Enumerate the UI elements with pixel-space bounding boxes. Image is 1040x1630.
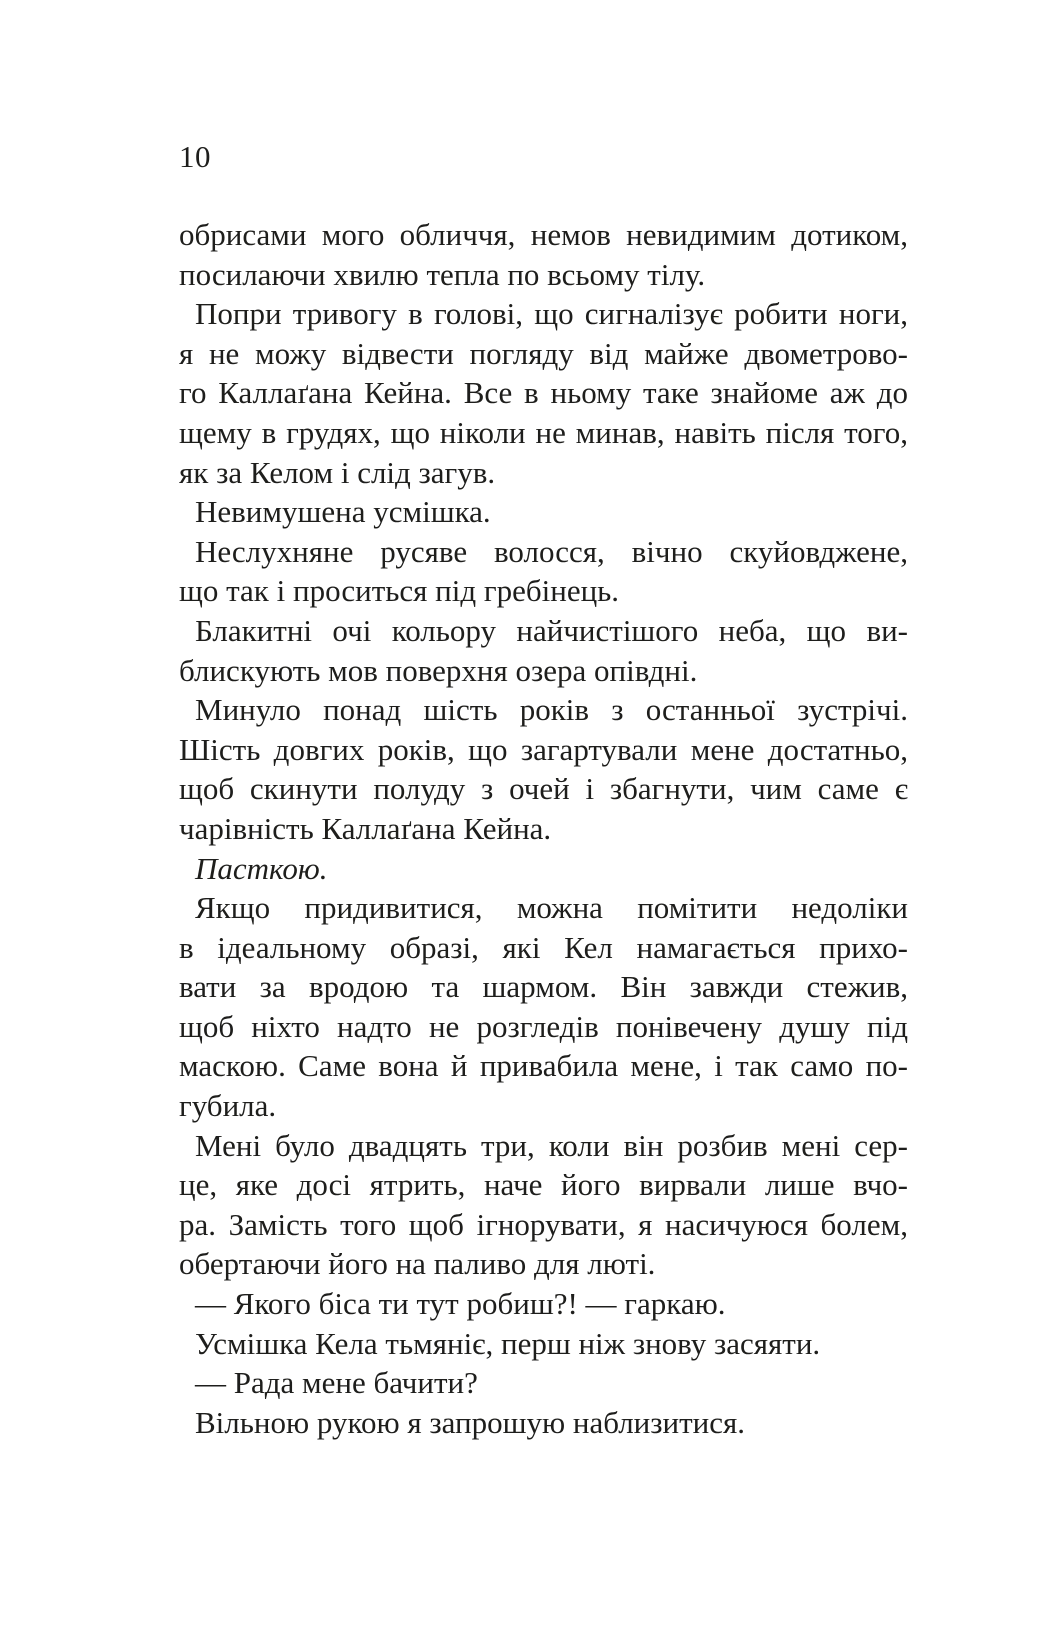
text-line: обрисами мого обличчя, немов невидимим дотиком, [179,217,908,252]
paragraph [179,1403,908,1443]
text-line: Невимушена усмішка. [195,494,491,530]
text-line: Минуло понад шість років з останньої зустрічі. [195,692,908,728]
text-line: — Рада мене бачити? [195,1365,478,1401]
text-line: посилаючи хвилю тепла по всьому тілу. [179,256,706,292]
text-line: щему в грудях, що ніколи не минав, навіть після того, [179,414,908,450]
text-line: губила. [179,1088,277,1124]
paragraph [179,215,908,294]
paragraph [179,690,908,848]
text-line: я не можу відвести погляду від майже двометрово- [179,335,908,371]
paragraph [179,849,908,889]
text-line: вати за вродою та шармом. Він завжди стежив, [179,969,908,1005]
text-line: що так і проситься під гребінець. [179,573,620,609]
page-number: 10 [179,139,211,174]
text-line: це, яке досі ятрить, наче його вирвали лише вчо- [179,1167,908,1203]
text-line: Вільною рукою я запрошую наблизитися. [195,1404,746,1440]
paragraph [179,492,908,532]
paragraph [179,611,908,690]
text-line: ра. Замість того щоб ігнорувати, я насичуюся болем, [179,1206,908,1242]
page-text [179,215,908,1442]
text-line: маскою. Саме вона й привабила мене, і так само по- [179,1048,908,1084]
text-line: Якщо придивитися, можна помітити недоліки [195,890,908,926]
paragraph [179,1324,908,1364]
paragraph [179,294,908,492]
text-line: як за Келом і слід загув. [179,454,496,490]
paragraph [179,1363,908,1403]
text-line: в ідеальному образі, які Кел намагається прихо- [179,929,908,965]
text-line: Пасткою. [195,850,328,886]
paragraph [179,1284,908,1324]
text-line: щоб скинути полуду з очей і збагнути, чим саме є [179,771,908,807]
text-line: Попри тривогу в голові, що сигналізує робити ноги, [195,296,908,332]
text-line: блискують мов поверхня озера опівдні. [179,652,698,688]
text-line: Усмішка Кела тьмяніє, перш ніж знову засяяти. [195,1325,821,1361]
paragraph [179,888,908,1126]
text-line: чарівність Каллаґана Кейна. [179,810,552,846]
text-line: — Якого біса ти тут робиш?! — гаркаю. [195,1286,726,1322]
text-line: го Каллаґана Кейна. Все в ньому таке знайоме аж до [179,375,908,411]
text-line: Шість довгих років, що загартували мене достатньо, [179,731,908,767]
text-line: Неслухняне русяве волосся, вічно скуйовджене, [195,533,908,569]
paragraph [179,1126,908,1284]
text-line: Мені було двадцять три, коли він розбив мені сер- [195,1127,908,1163]
text-line: обертаючи його на паливо для люті. [179,1246,656,1282]
text-line: щоб ніхто надто не розгледів понівечену душу під [179,1008,908,1044]
text-line: Блакитні очі кольору найчистішого неба, що ви- [195,612,908,648]
paragraph [179,532,908,611]
